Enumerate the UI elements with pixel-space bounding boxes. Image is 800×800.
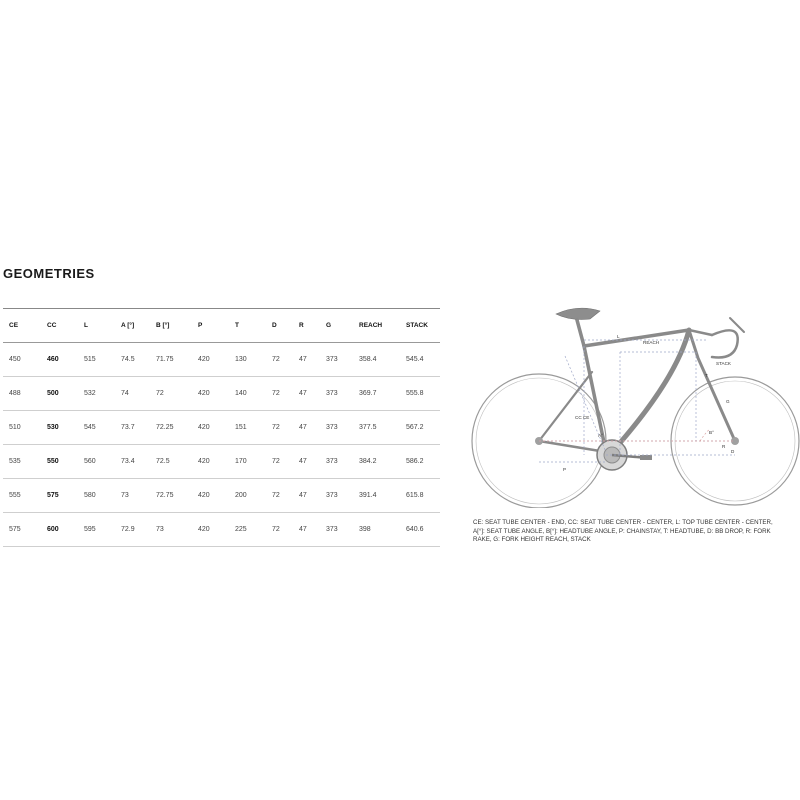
table-cell: 515 [78, 343, 115, 377]
table-cell: 47 [293, 445, 320, 479]
saddle-icon [556, 308, 600, 319]
table-cell: 170 [229, 445, 266, 479]
table-cell: 373 [320, 479, 353, 513]
table-cell: 72 [266, 343, 293, 377]
column-header: R [293, 309, 320, 343]
table-cell: 488 [3, 377, 41, 411]
column-header: T [229, 309, 266, 343]
table-cell: 72 [266, 513, 293, 547]
table-cell: 420 [192, 479, 229, 513]
table-cell: 391.4 [353, 479, 400, 513]
table-cell: 535 [3, 445, 41, 479]
table-cell: 555 [3, 479, 41, 513]
table-cell: 420 [192, 343, 229, 377]
table-cell: 567.2 [400, 411, 440, 445]
column-header: STACK [400, 309, 440, 343]
column-header: L [78, 309, 115, 343]
table-cell: 373 [320, 377, 353, 411]
label-stack: STACK [716, 361, 731, 366]
table-cell: 47 [293, 513, 320, 547]
table-cell: 151 [229, 411, 266, 445]
label-cc-ce: CC CE [575, 415, 590, 420]
label-r: R [722, 444, 726, 449]
table-cell: 373 [320, 513, 353, 547]
page-title: GEOMETRIES [3, 266, 95, 281]
table-cell: 532 [78, 377, 115, 411]
label-p: P [563, 467, 567, 472]
table-row [3, 445, 440, 479]
table-cell: 73.7 [115, 411, 150, 445]
table-cell: 555.8 [400, 377, 440, 411]
table-cell: 580 [78, 479, 115, 513]
angle-marks [539, 429, 735, 441]
column-header: B [°] [150, 309, 192, 343]
table-cell: 358.4 [353, 343, 400, 377]
pedal [640, 455, 652, 460]
table-cell: 72.9 [115, 513, 150, 547]
table-cell: 420 [192, 513, 229, 547]
table-row [3, 513, 440, 547]
column-header: REACH [353, 309, 400, 343]
column-header: P [192, 309, 229, 343]
label-d: D [731, 449, 735, 454]
table-cell: 373 [320, 411, 353, 445]
legend-caption: CE: SEAT TUBE CENTER - END, CC: SEAT TUBE CENTER - CENTER, L: TOP TUBE CENTER - CENTER, A[°]: SEAT TUBE ANGLE, B[°]: HEADTUBE ANGLE, P: CHAINSTAY, T: HEADTUBE, D: BB DROP, R: FORK RAKE, G: FORK HEIGHT REACH, STACK [473, 519, 773, 543]
column-header: D [266, 309, 293, 343]
table-cell: 545.4 [400, 343, 440, 377]
table-cell: 510 [3, 411, 41, 445]
table-cell: 586.2 [400, 445, 440, 479]
table-header-row [3, 309, 440, 343]
table-cell: 74 [115, 377, 150, 411]
table-cell: 595 [78, 513, 115, 547]
table-cell: 47 [293, 377, 320, 411]
column-header: A [°] [115, 309, 150, 343]
column-header: G [320, 309, 353, 343]
table-cell: 72 [266, 411, 293, 445]
label-a: A° [598, 433, 603, 438]
column-header: CE [3, 309, 41, 343]
table-cell: 545 [78, 411, 115, 445]
table-cell: 72.25 [150, 411, 192, 445]
table-cell: 72.75 [150, 479, 192, 513]
table-cell: 500 [41, 377, 78, 411]
label-b: B° [709, 430, 714, 435]
label-reach: REACH [643, 340, 660, 345]
table-row [3, 479, 440, 513]
table-cell: 225 [229, 513, 266, 547]
table-cell: 550 [41, 445, 78, 479]
table-cell: 200 [229, 479, 266, 513]
table-cell: 47 [293, 479, 320, 513]
table-cell: 398 [353, 513, 400, 547]
table-cell: 615.8 [400, 479, 440, 513]
seatpost [577, 318, 584, 346]
label-l: L [617, 334, 620, 339]
table-cell: 450 [3, 343, 41, 377]
column-header: CC [41, 309, 78, 343]
geometry-table [3, 308, 440, 547]
table-cell: 420 [192, 445, 229, 479]
table-cell: 377.5 [353, 411, 400, 445]
table-cell: 71.75 [150, 343, 192, 377]
table-cell: 575 [3, 513, 41, 547]
table-cell: 73 [115, 479, 150, 513]
table-cell: 600 [41, 513, 78, 547]
table-cell: 72.5 [150, 445, 192, 479]
table-cell: 575 [41, 479, 78, 513]
table-cell: 72 [266, 445, 293, 479]
table-cell: 420 [192, 411, 229, 445]
table-row [3, 343, 440, 377]
table-cell: 640.6 [400, 513, 440, 547]
table-cell: 140 [229, 377, 266, 411]
table-cell: 73.4 [115, 445, 150, 479]
table-cell: 373 [320, 343, 353, 377]
table-cell: 460 [41, 343, 78, 377]
table-cell: 420 [192, 377, 229, 411]
table-cell: 72 [266, 377, 293, 411]
table-cell: 369.7 [353, 377, 400, 411]
table-cell: 530 [41, 411, 78, 445]
table-cell: 384.2 [353, 445, 400, 479]
table-row [3, 411, 440, 445]
table-cell: 373 [320, 445, 353, 479]
table-cell: 130 [229, 343, 266, 377]
label-g: G [726, 399, 730, 404]
label-t: T [705, 373, 708, 378]
table-row [3, 377, 440, 411]
bike-geometry-diagram [466, 292, 800, 508]
table-cell: 560 [78, 445, 115, 479]
table-cell: 73 [150, 513, 192, 547]
table-cell: 47 [293, 411, 320, 445]
table-cell: 74.5 [115, 343, 150, 377]
table-cell: 72 [150, 377, 192, 411]
table-cell: 72 [266, 479, 293, 513]
table-cell: 47 [293, 343, 320, 377]
